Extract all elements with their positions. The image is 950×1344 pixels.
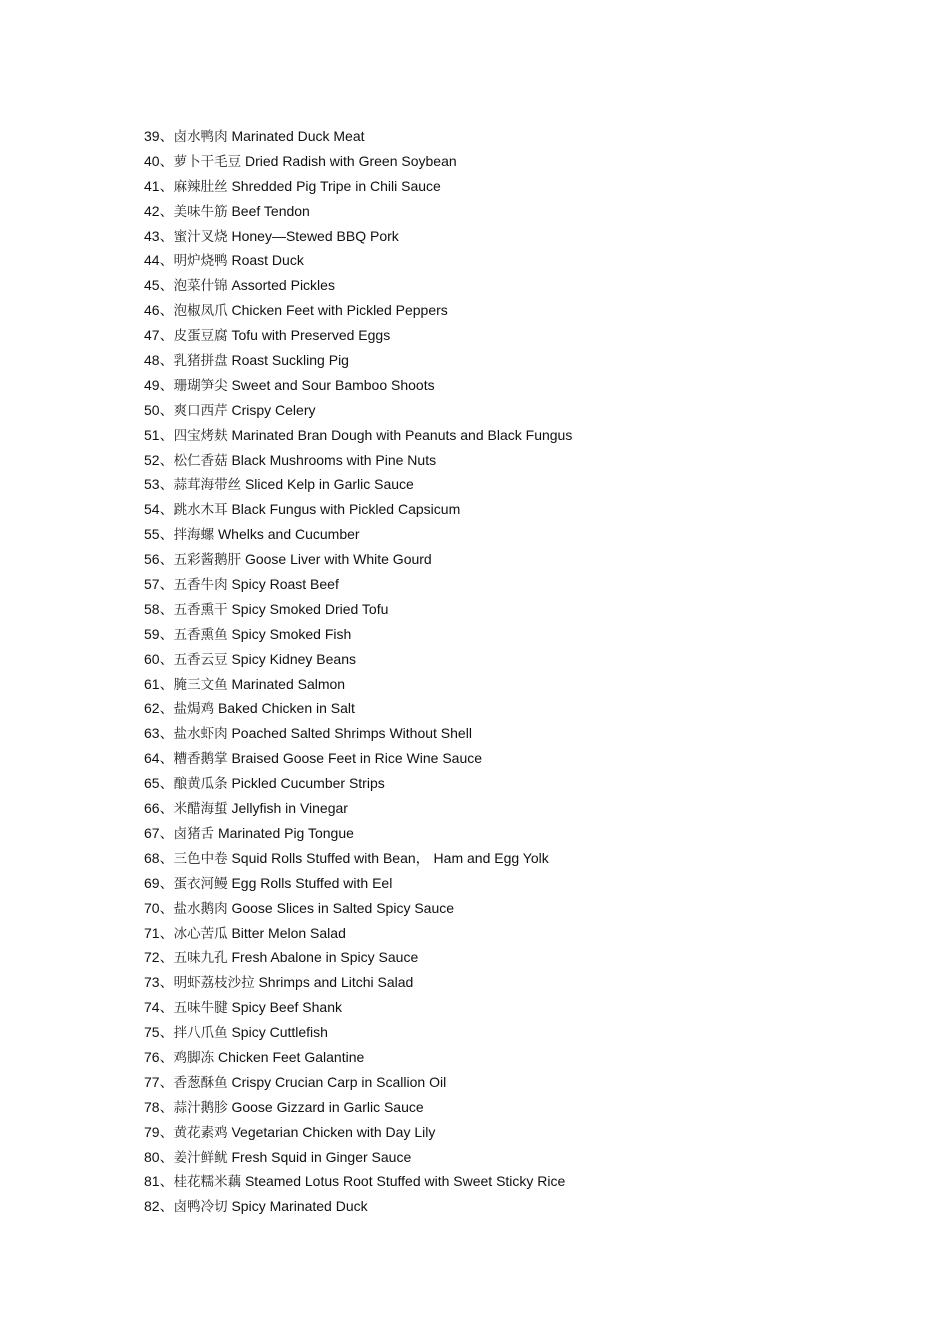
- dish-english-name: Black Fungus with Pickled Capsicum: [231, 501, 461, 518]
- list-item: [144, 323, 572, 348]
- dish-chinese-name: 盐焗鸡: [173, 701, 215, 718]
- dish-english-name: Crispy Crucian Carp in Scallion Oil: [231, 1073, 447, 1090]
- item-number: 46、: [144, 302, 174, 319]
- dish-chinese-name: 松仁香菇: [173, 452, 228, 469]
- dish-english-name: Roast Suckling Pig: [231, 352, 349, 369]
- dish-english-name: Goose Liver with White Gourd: [244, 551, 432, 568]
- dish-chinese-name: 五香熏鱼: [173, 626, 228, 643]
- list-item: [144, 174, 572, 199]
- dish-chinese-name: 蒜茸海带丝: [173, 477, 242, 494]
- item-number: 82、: [144, 1198, 174, 1215]
- list-item: [144, 696, 572, 721]
- dish-english-name: Spicy Marinated Duck: [231, 1198, 368, 1215]
- item-number: 52、: [144, 451, 174, 468]
- dish-english-name: Crispy Celery: [231, 401, 316, 418]
- dish-english-name: Marinated Pig Tongue: [217, 824, 354, 841]
- list-item: [144, 149, 572, 174]
- item-number: 77、: [144, 1073, 174, 1090]
- item-number: 78、: [144, 1098, 174, 1115]
- dish-english-name: Black Mushrooms with Pine Nuts: [231, 451, 437, 468]
- dish-chinese-name: 姜汁鲜鱿: [173, 1149, 228, 1166]
- dish-chinese-name: 冰心苦瓜: [173, 925, 228, 942]
- list-item: [144, 124, 572, 149]
- list-item: [144, 1095, 572, 1120]
- item-number: 45、: [144, 277, 174, 294]
- item-number: 50、: [144, 401, 174, 418]
- item-number: 43、: [144, 227, 174, 244]
- list-item: [144, 921, 572, 946]
- list-item: [144, 1169, 572, 1194]
- dish-english-name: Bitter Melon Salad: [231, 924, 346, 941]
- dish-english-name: Egg Rolls Stuffed with Eel: [231, 874, 393, 891]
- item-number: 72、: [144, 949, 174, 966]
- list-item: [144, 248, 572, 273]
- dish-chinese-name: 乳猪拼盘: [173, 353, 228, 370]
- list-item: [144, 224, 572, 249]
- dish-english-name: Goose Gizzard in Garlic Sauce: [231, 1098, 424, 1115]
- list-item: [144, 771, 572, 796]
- list-item: [144, 1145, 572, 1170]
- list-item: [144, 896, 572, 921]
- dish-english-name: Beef Tendon: [231, 202, 310, 219]
- dish-chinese-name: 爽口西芹: [173, 402, 228, 419]
- dish-english-name: Marinated Bran Dough with Peanuts and Black Fungus: [231, 426, 573, 443]
- dish-english-name: Marinated Duck Meat: [231, 128, 365, 144]
- list-item: [144, 199, 572, 224]
- list-item: [144, 1070, 572, 1095]
- dish-english-name: Dried Radish with Green Soybean: [244, 152, 457, 169]
- dish-english-name: Pickled Cucumber Strips: [231, 775, 385, 792]
- dish-chinese-name: 麻辣肚丝: [173, 178, 228, 195]
- dish-chinese-name: 卤猪舌: [173, 825, 215, 842]
- item-number: 76、: [144, 1048, 174, 1065]
- dish-chinese-name: 拌八爪鱼: [173, 1025, 228, 1042]
- list-item: [144, 547, 572, 572]
- dish-english-name: Vegetarian Chicken with Day Lily: [231, 1123, 436, 1140]
- dish-english-name: Assorted Pickles: [231, 277, 335, 294]
- item-number: 81、: [144, 1173, 174, 1190]
- dish-english-name: Sliced Kelp in Garlic Sauce: [244, 476, 414, 493]
- dish-chinese-name: 五香熏干: [173, 601, 228, 618]
- dish-english-name: Spicy Smoked Fish: [231, 625, 352, 642]
- item-number: 53、: [144, 476, 174, 493]
- dish-english-name: Whelks and Cucumber: [217, 526, 360, 543]
- list-item: [144, 945, 572, 970]
- list-item: [144, 995, 572, 1020]
- dish-chinese-name: 五彩酱鹅肝: [173, 552, 242, 569]
- dish-chinese-name: 皮蛋豆腐: [173, 328, 228, 345]
- item-number: 74、: [144, 999, 174, 1016]
- item-number: 62、: [144, 700, 174, 717]
- dish-english-name: Roast Duck: [231, 252, 304, 269]
- list-item: [144, 1120, 572, 1145]
- list-item: [144, 398, 572, 423]
- list-item: [144, 448, 572, 473]
- dish-chinese-name: 萝卜干毛豆: [173, 153, 242, 170]
- dish-english-name: Spicy Roast Beef: [231, 576, 339, 593]
- item-number: 67、: [144, 824, 174, 841]
- dish-english-name: Spicy Kidney Beans: [231, 650, 356, 667]
- dish-chinese-name: 跳水木耳: [173, 502, 228, 519]
- item-number: 57、: [144, 576, 174, 593]
- dish-chinese-name: 珊瑚笋尖: [173, 377, 228, 394]
- dish-chinese-name: 蛋衣河鳗: [173, 875, 228, 892]
- dish-english-name: Poached Salted Shrimps Without Shell: [231, 725, 472, 742]
- list-item: [144, 647, 572, 672]
- item-number: 56、: [144, 551, 174, 568]
- dish-english-name: Shrimps and Litchi Salad: [258, 974, 414, 991]
- dish-chinese-name: 泡菜什锦: [173, 278, 228, 295]
- dish-chinese-name: 拌海螺: [173, 527, 215, 544]
- list-item: [144, 1194, 572, 1219]
- item-number: 65、: [144, 775, 174, 792]
- list-item: [144, 622, 572, 647]
- list-item: [144, 1020, 572, 1045]
- item-number: 80、: [144, 1148, 174, 1165]
- list-item: [144, 348, 572, 373]
- item-number: 44、: [144, 252, 174, 269]
- dish-chinese-name: 四宝烤麸: [173, 427, 228, 444]
- item-number: 71、: [144, 924, 174, 941]
- dish-chinese-name: 明虾荔枝沙拉: [173, 975, 255, 992]
- dish-chinese-name: 五香云豆: [173, 651, 228, 668]
- item-number: 63、: [144, 725, 174, 742]
- dish-chinese-name: 香葱酥鱼: [173, 1074, 228, 1091]
- dish-chinese-name: 蜜汁叉烧: [173, 228, 228, 245]
- list-item: [144, 846, 572, 871]
- dish-chinese-name: 盐水鹅肉: [173, 900, 228, 917]
- item-number: 41、: [144, 177, 174, 194]
- item-number: 69、: [144, 874, 174, 891]
- dish-english-name: Fresh Squid in Ginger Sauce: [231, 1148, 412, 1165]
- dish-list: [144, 124, 572, 1219]
- dish-english-name: Spicy Smoked Dried Tofu: [231, 600, 389, 617]
- item-number: 75、: [144, 1024, 174, 1041]
- item-number: 60、: [144, 650, 174, 667]
- item-number: 49、: [144, 376, 174, 393]
- dish-english-name: Chicken Feet Galantine: [217, 1048, 365, 1065]
- list-item: [144, 796, 572, 821]
- dish-english-name: Braised Goose Feet in Rice Wine Sauce: [231, 750, 483, 767]
- dish-chinese-name: 泡椒凤爪: [173, 303, 228, 320]
- dish-chinese-name: 三色中卷: [173, 850, 228, 867]
- dish-english-name: Shredded Pig Tripe in Chili Sauce: [231, 177, 441, 194]
- item-number: 58、: [144, 600, 174, 617]
- list-item: [144, 672, 572, 697]
- dish-chinese-name: 桂花糯米藕: [173, 1174, 242, 1191]
- list-item: [144, 970, 572, 995]
- dish-chinese-name: 黄花素鸡: [173, 1124, 228, 1141]
- list-item: [144, 871, 572, 896]
- dish-chinese-name: 腌三文鱼: [173, 676, 228, 693]
- list-item: [144, 522, 572, 547]
- dish-english-name: Marinated Salmon: [231, 675, 346, 692]
- dish-chinese-name: 米醋海蜇: [173, 801, 228, 818]
- list-item: [144, 472, 572, 497]
- dish-english-name: Steamed Lotus Root Stuffed with Sweet Sticky Rice: [244, 1173, 566, 1190]
- list-item: [144, 721, 572, 746]
- item-number: 79、: [144, 1123, 174, 1140]
- dish-chinese-name: 美味牛筋: [173, 203, 228, 220]
- item-number: 42、: [144, 202, 174, 219]
- dish-english-name: Baked Chicken in Salt: [217, 700, 355, 717]
- dish-chinese-name: 蒜汁鹅胗: [173, 1099, 228, 1116]
- item-number: 73、: [144, 974, 174, 991]
- list-item: [144, 746, 572, 771]
- dish-chinese-name: 酿黄瓜条: [173, 776, 228, 793]
- dish-english-name: Jellyfish in Vinegar: [231, 800, 348, 817]
- dish-english-name: Spicy Cuttlefish: [231, 1024, 328, 1041]
- list-item: [144, 298, 572, 323]
- dish-chinese-name: 卤鸭冷切: [173, 1199, 228, 1216]
- dish-chinese-name: 鸡脚冻: [173, 1049, 215, 1066]
- dish-chinese-name: 五味九孔: [173, 950, 228, 967]
- list-item: [144, 572, 572, 597]
- dish-english-name: Fresh Abalone in Spicy Sauce: [231, 949, 419, 966]
- item-number: 40、: [144, 152, 174, 169]
- dish-english-name: Honey—Stewed BBQ Pork: [231, 227, 399, 244]
- item-number: 48、: [144, 352, 174, 369]
- dish-chinese-name: 五味牛腱: [173, 1000, 228, 1017]
- item-number: 51、: [144, 426, 174, 443]
- item-number: 39、: [144, 128, 174, 144]
- item-number: 68、: [144, 849, 174, 866]
- list-item: [144, 273, 572, 298]
- list-item: [144, 373, 572, 398]
- dish-english-name: Chicken Feet with Pickled Peppers: [231, 302, 448, 319]
- dish-english-name: Sweet and Sour Bamboo Shoots: [231, 376, 435, 393]
- dish-chinese-name: 卤水鸭肉: [173, 129, 228, 145]
- item-number: 64、: [144, 750, 174, 767]
- dish-chinese-name: 明炉烧鸭: [173, 253, 228, 270]
- item-number: 70、: [144, 899, 174, 916]
- list-item: [144, 1045, 572, 1070]
- item-number: 47、: [144, 327, 174, 344]
- list-item: [144, 821, 572, 846]
- dish-chinese-name: 盐水虾肉: [173, 726, 228, 743]
- list-item: [144, 497, 572, 522]
- list-item: [144, 597, 572, 622]
- item-number: 59、: [144, 625, 174, 642]
- dish-english-name: Spicy Beef Shank: [231, 999, 342, 1016]
- item-number: 66、: [144, 800, 174, 817]
- list-item: [144, 423, 572, 448]
- item-number: 55、: [144, 526, 174, 543]
- dish-chinese-name: 糟香鹅掌: [173, 751, 228, 768]
- dish-english-name: Tofu with Preserved Eggs: [231, 327, 391, 344]
- item-number: 54、: [144, 501, 174, 518]
- dish-english-name: Goose Slices in Salted Spicy Sauce: [231, 899, 455, 916]
- dish-english-name: Squid Rolls Stuffed with Bean， Ham and Egg Yolk: [231, 849, 549, 866]
- dish-chinese-name: 五香牛肉: [173, 577, 228, 594]
- item-number: 61、: [144, 675, 174, 692]
